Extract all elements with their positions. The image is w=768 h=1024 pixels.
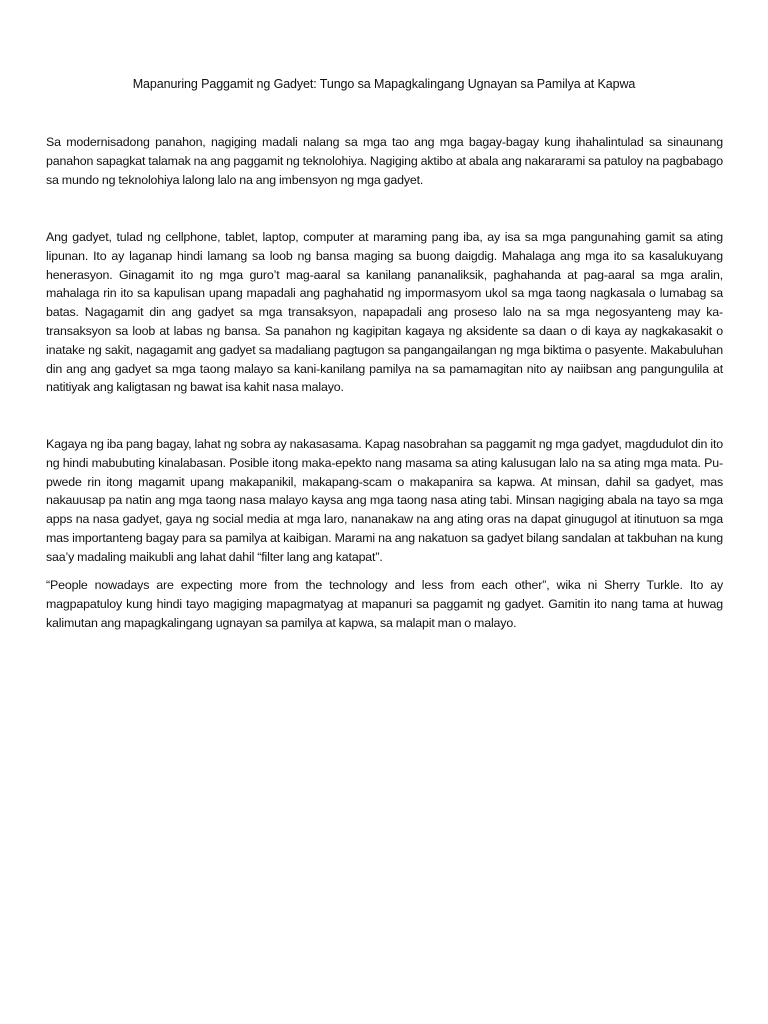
paragraph-3: Kagaya ng iba pang bagay, lahat ng sobra ay nakasasama. Kapag nasobrahan sa paggamit ng mga gadyet, magdudulot din ito ng hindi mabubuting kinalabasan. Posible itong maka-epekto nang masama sa ating kalusugan lalo na sa ating mga mata. Pu-pwede rin itong magamit upang makapanikil, makapang-scam o makapanira sa kapwa. At minsan, dahil sa gadyet, mas nakauusap pa natin ang mga taong nasa malayo kaysa ang mga taong nasa ating tabi. Minsan nagiging abala na tayo sa mga apps na nasa gadyet, gaya ng social media at mga laro, nananakaw na ang ating oras na dapat ginugugol at itinutuon sa mga mas importanteng bagay para sa pamilya at kaibigan. Marami na ang nakatuon sa gadyet bilang sandalan at takbuhan na kung saa’y madaling maikubli ang lahat dahil “filter lang ang katapat”.: [46, 437, 723, 564]
document-title: Mapanuring Paggamit ng Gadyet: Tungo sa Mapagkalingang Ugnayan sa Pamilya at Kapwa: [132, 77, 636, 91]
paragraph-1: Sa modernisadong panahon, nagiging madali nalang sa mga tao ang mga bagay-bagay kung ihahalintulad sa sinaunang panahon sapagkat talamak na ang paggamit ng teknolohiya. Nagiging aktibo at abala ang nakararami sa patuloy na pagbabago sa mundo ng teknolohiya lalong lalo na ang imbensyon ng mga gadyet.: [46, 135, 723, 187]
paragraph-4: “People nowadays are expecting more from the technology and less from each other”, wika ni Sherry Turkle. Ito ay magpapatuloy kung hindi tayo magiging mapagmatyag at mapanuri sa paggamit ng gadyet. Gamitin ito nang tama at huwag kalimutan ang mapagkalingang ugnayan sa pamilya at kapwa, sa malapit man o malayo.: [46, 578, 723, 630]
paragraph-2: Ang gadyet, tulad ng cellphone, tablet, laptop, computer at maraming pang iba, ay isa sa mga pangunahing gamit sa ating lipunan. Ito ay laganap hindi lamang sa loob ng bansa maging sa buong daigdig. Mahalaga ang mga ito sa kasalukuyang henerasyon. Ginagamit ito ng mga guro’t mag-aaral sa kanilang pananaliksik, paghahanda at pag-aaral sa mga aralin, mahalaga rin ito sa kapulisan upang mapadali ang paghahatid ng impormasyom ukol sa mga taong nagkasala o lumabag sa batas. Nagagamit din ang gadyet sa mga transaksyon, napapadali ang proseso lalo na sa mga negosyanteng may ka-transaksyon sa loob at labas ng bansa. Sa panahon ng kagipitan kagaya ng aksidente sa daan o di kaya ay nagkakasakit o inatake ng sakit, nagagamit ang gadyet sa madaliang pagtugon sa pangangailangan ng mga biktima o pasyente. Makabuluhan din ang ang gadyet sa mga taong malayo sa kani-kanilang pamilya na sa pamamagitan nito ay naiibsan ang pangungulila at natitiyak ang kaligtasan ng bawat isa kahit nasa malayo.: [46, 230, 723, 395]
